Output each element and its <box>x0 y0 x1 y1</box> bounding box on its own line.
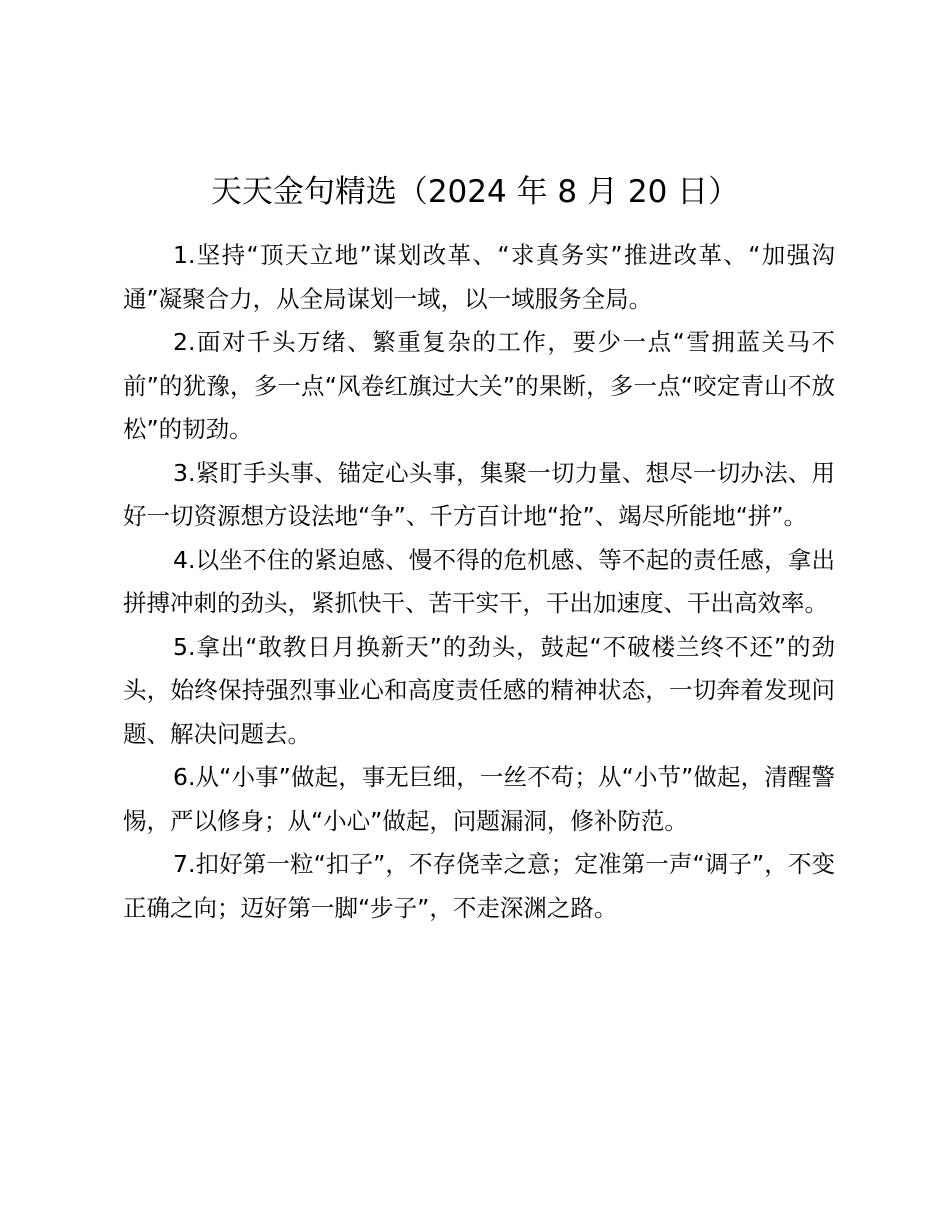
quote-paragraph-6: 6.从“小事”做起，事无巨细，一丝不苟；从“小节”做起，清醒警惕，严以修身；从“小心”做起，问题漏洞，修补防范。 <box>123 763 835 835</box>
quote-paragraph-2: 2.面对千头万绪、繁重复杂的工作，要少一点“雪拥蓝关马不前”的犹豫，多一点“风卷红旗过大关”的果断，多一点“咬定青山不放松”的韧劲。 <box>123 328 835 443</box>
quote-paragraph-7: 7.扣好第一粒“扣子”，不存侥幸之意；定准第一声“调子”，不变正确之向；迈好第一脚“步子”，不走深渊之路。 <box>123 850 835 922</box>
quote-paragraph-3: 3.紧盯手头事、锚定心头事，集聚一切力量、想尽一切办法、用好一切资源想方设法地“争”、千方百计地“抢”、竭尽所能地“拼”。 <box>123 458 835 530</box>
quote-paragraph-5: 5.拿出“敢教日月换新天”的劲头，鼓起“不破楼兰终不还”的劲头，始终保持强烈事业心和高度责任感的精神状态，一切奔着发现问题、解决问题去。 <box>123 632 835 748</box>
document-title: 天天金句精选（2024 年 8 月 20 日） <box>210 174 740 210</box>
quote-paragraph-1: 1.坚持“顶天立地”谋划改革、“求真务实”推进改革、“加强沟通”凝聚合力，从全局谋划一域，以一域服务全局。 <box>123 241 835 313</box>
quote-paragraph-4: 4.以坐不住的紧迫感、慢不得的危机感、等不起的责任感，拿出拼搏冲刺的劲头，紧抓快干、苦干实干，干出加速度、干出高效率。 <box>123 545 835 617</box>
document-body <box>123 234 835 930</box>
